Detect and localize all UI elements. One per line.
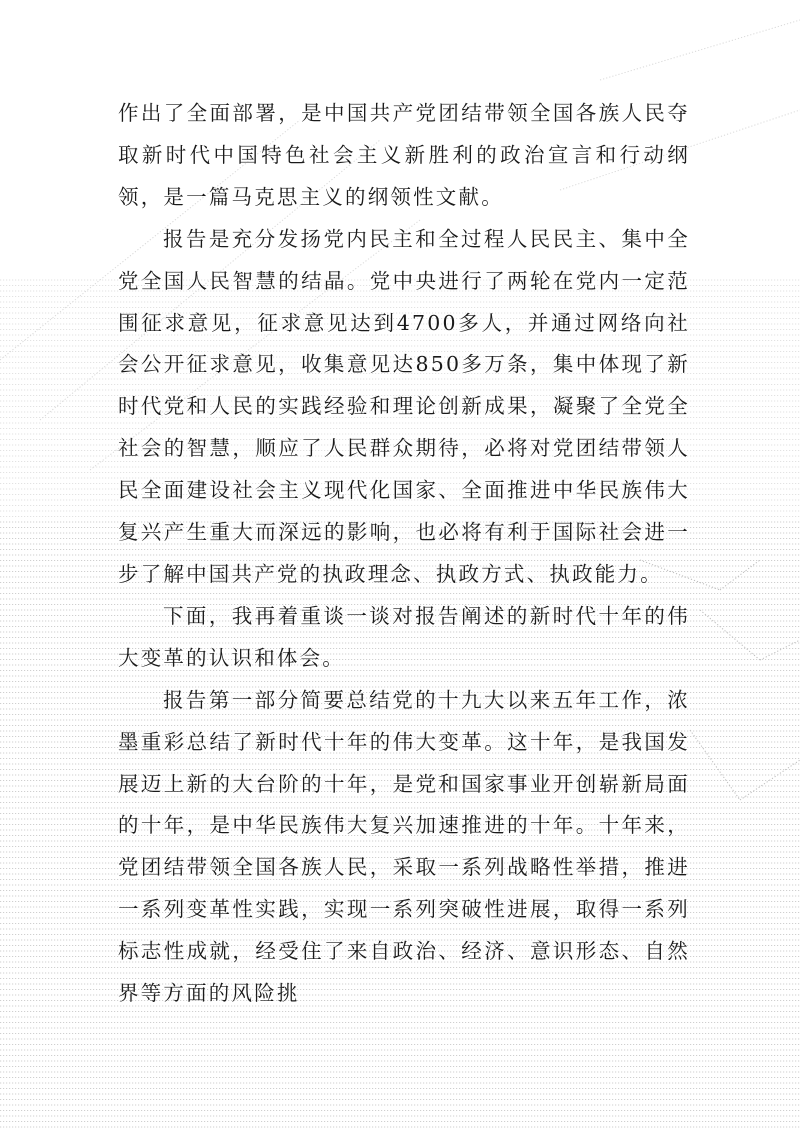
dotted-zigzag [720, 560, 760, 590]
dotted-diagonal [600, 20, 800, 80]
paragraph-4: 报告第一部分简要总结党的十九大以来五年工作，浓墨重彩总结了新时代十年的伟大变革。这十年，是我国发展迈上新的大台阶的十年，是党和国家事业开创崭新局面的十年，是中华民族伟大复兴加速推进的十年。十年来，党团结带领全国各族人民，采取一系列战略性举措，推进一系列变革性实践，实现一系列突破性进展，取得一系列标志性成就，经受住了来自政治、经济、意识形态、自然界等方面的风险挑 [118, 687, 690, 1006]
paragraph-3: 下面，我再着重谈一谈对报告阐述的新时代十年的伟大变革的认识和体会。 [118, 603, 690, 670]
dotted-zigzag [700, 610, 760, 660]
paragraph-1: 作出了全面部署，是中国共产党团结带领全国各族人民夺取新时代中国特色社会主义新胜利的政治宣言和行动纲领，是一篇马克思主义的纲领性文献。 [118, 101, 690, 209]
dotted-zigzag [690, 730, 740, 800]
dotted-zigzag [740, 760, 800, 800]
document-body [118, 93, 690, 1015]
paragraph-2: 报告是充分发扬党内民主和全过程人民民主、集中全党全国人民智慧的结晶。党中央进行了两轮在党内一定范围征求意见，征求意见达到4700多人，并通过网络向社会公开征求意见，收集意见达850多万条，集中体现了新时代党和人民的实践经验和理论创新成果，凝聚了全党全社会的智慧，顺应了人民群众期待，必将对党团结带领人民全面建设社会主义现代化国家、全面推进中华民族伟大复兴产生重大而深远的影响，也必将有利于国际社会进一步了解中国共产党的执政理念、执政方式、执政能力。 [118, 226, 690, 586]
